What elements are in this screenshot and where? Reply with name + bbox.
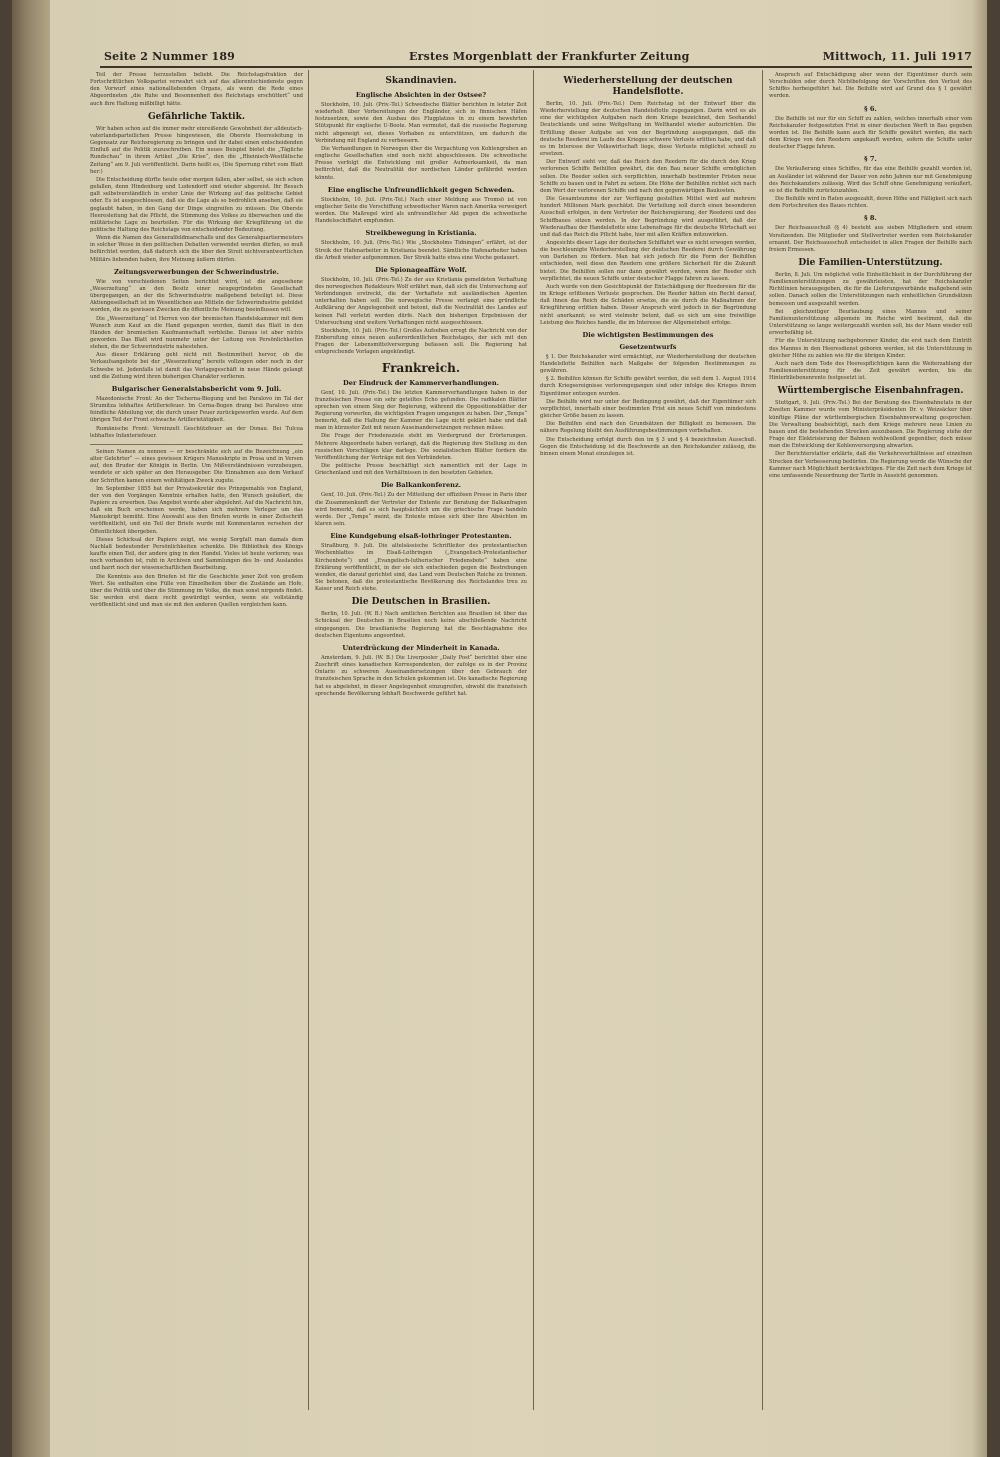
- article-paragraph: Bei gleichzeitiger Beurlaubung eines Mannes und seiner Familienunterstützung allgemein im Reiche wird bestimmt, daß die Unterstützung so lange weitergezahlt werden soll, bis der Mann wieder voll erwerbsfähig ist.: [769, 308, 972, 337]
- article-paragraph: Für die Unterstützung nachgeborener Kinder, die erst nach dem Eintritt des Mannes in den Heeresdienst geboren werden, ist die Unterstützung in gleicher Höhe zu zahlen wie für die übrigen Kinder.: [769, 338, 972, 359]
- article-heading: Frankreich.: [381, 360, 461, 375]
- column-divider: [762, 70, 763, 1410]
- article-paragraph: Wie von verschiedenen Seiten berichtet wird, ist die angesehene „Weserzeitung“ an den Besitz einer neugegründeten Gesellschaft übergegangen, an der die Schwerindustrie maßgebend beteiligt ist. Diese Aktiengesellschaft ist im Wesentlichen aus Mitteln der Schwerindustrie gebildet worden, die zu gewissen Zwecken die öffentliche Meinung beeinflussen will.: [90, 278, 303, 314]
- article-paragraph: Der Entwurf sieht vor, daß das Reich den Reedern für die durch den Krieg verlorenen Schiffe Beihilfen gewährt, die den Bau neuer Schiffe ermöglichen sollen. Die Reeder sollen sich verpflichten, innerhalb bestimmter Fristen neue Schiffe zu bauen und in Fahrt zu setzen. Die Höhe der Beihilfen richtet sich nach dem Wert der verlorenen Schiffe und nach den gegenwärtigen Baukosten.: [540, 159, 756, 194]
- article-subheading: Eine englische Unfreundlichkeit gegen Schweden.: [327, 185, 515, 194]
- article-heading: Die Deutschen in Brasilien.: [351, 597, 491, 608]
- newspaper-page: [12, 0, 987, 1457]
- article-paragraph: Stuttgart, 9. Juli. (Priv.-Tel.) Bei der Beratung des Eisenbahnetats in der Zweiten Kammer wurde vom Ministerpräsidenten Dr. v. Weizsäcker über künftige Pläne der württembergischen Eisenbahnverwaltung gesprochen. Die Verwaltung beabsichtigt, nach dem Kriege mehrere neue Linien zu bauen und die bestehenden Strecken auszubauen. Die Regierung stehe der Frage der Elektrisierung der Bahnen wohlwollend gegenüber, doch müsse man die Entwicklung der Kohlenversorgung abwarten.: [769, 400, 972, 450]
- feuilleton-paragraph: Im September 1855 hat der Privatsekretär des Prinzgemahls von England, der von den Vorgängen Kenntnis erhalten hatte, den Wunsch geäußert, die Papiere zu erwerben. Das Angebot wurde aber abgelehnt. Auf die Nachricht hin, daß ein Buch erscheinen werde, haben sich mehrere Verleger um das Manuskript bemüht. Eine Auswahl aus den Briefen wurde in einer Zeitschrift veröffentlicht, und ein Teil der Briefe wurde mit Kommentaren versehen der Öffentlichkeit übergeben.: [90, 485, 303, 535]
- article-paragraph: Die Beihilfe wird nur unter der Bedingung gewährt, daß der Eigentümer sich verpflichtet, innerhalb einer bestimmten Frist ein neues Schiff von mindestens gleicher Größe bauen zu lassen.: [540, 398, 756, 420]
- article-paragraph: § 1. Der Reichskanzler wird ermächtigt, zur Wiederherstellung der deutschen Handelsflotte Beihilfen nach Maßgabe der folgenden Bestimmungen zu gewähren.: [540, 353, 756, 375]
- column-3: [540, 72, 756, 459]
- article-paragraph: Stockholm, 10. Juli. (Priv.-Tel.) Wie „Stockholms Tidningen“ erfährt, ist der Streik der Hafenarbeiter in Kristiania beendet. Sämtliche Hafenarbeiter haben die Arbeit wieder aufgenommen. Der Streik hatte etwa eine Woche gedauert.: [315, 240, 527, 261]
- article-paragraph: Der Reichsausschuß (§ 4) besteht aus sieben Mitgliedern und einem Vorsitzenden. Die Mitglieder und Stellvertreter werden vom Reichskanzler ernannt. Der Reichsausschuß entscheidet in allen Fragen der Beihilfe nach freiem Ermessen.: [769, 225, 972, 253]
- article-paragraph: Berlin, 10. Juli. (W. B.) Nach amtlichen Berichten aus Brasilien ist über das Schicksal der Deutschen in Brasilien noch keine abschließende Nachricht eingegangen. Die brasilianische Regierung hat die Beschlagnahme des deutschen Eigentums angeordnet.: [315, 611, 527, 639]
- article-subheading: Englische Absichten in der Ostsee?: [355, 91, 487, 99]
- section-number: § 7.: [864, 155, 877, 164]
- article-paragraph: Die Frage der Friedensziele steht im Vordergrund der Erörterungen. Mehrere Abgeordnete haben verlangt, daß die Regierung ihre Stellung zu den russischen Vorschlägen klar darlege. Die sozialistischen Blätter fordern die Veröffentlichung der Verträge mit den Verbündeten.: [315, 433, 527, 461]
- article-paragraph: Amsterdam, 9. Juli. (W. B.) Die Liverpooler „Daily Post“ berichtet über eine Zuschrift eines kanadischen Korrespondenten, der zufolge es in der Provinz Ontario zu schweren Auseinandersetzungen über den Gebrauch der französischen Sprache in den Schulen gekommen ist. Die kanadische Regierung hat es abgelehnt, in dieser Angelegenheit einzugreifen, obwohl die französisch sprechende Bevölkerung lebhaft Beschwerde geführt hat.: [315, 654, 527, 697]
- column-divider: [308, 70, 309, 1410]
- article-heading: Bulgarischer Generalstabsbericht vom 9. Juli.: [111, 384, 282, 393]
- feuilleton-paragraph: Die Kenntnis aus den Briefen ist für die Geschichte jener Zeit von großem Wert. Sie enthalten eine Fülle von Einzelheiten über die Zustände am Hofe, über die Politik und über die Stimmung im Volke, die man sonst nirgends findet. Sie werden erst dann recht gewürdigt werden, wenn sie vollständig veröffentlicht sind und man sie mit den anderen Quellen vergleichen kann.: [90, 573, 303, 609]
- article-heading: Skandinavien.: [385, 76, 457, 86]
- article-paragraph: Die Beihilfe wird in Raten ausgezahlt, deren Höhe und Fälligkeit sich nach dem Fortschreiten des Baues richten.: [769, 196, 972, 210]
- article-paragraph: Berlin, 8. Juli. Um möglichst volle Einheitlichkeit in der Durchführung der Familienunterstützungen zu gewährleisten, hat der Reichskanzler Richtlinien herausgegeben, die für die Lieferungsverbände maßgebend sein sollen. Danach sollen die Unterstützungen nach einheitlichen Grundsätzen bemessen und ausgezahlt werden.: [769, 271, 972, 307]
- article-subheading: Der Eindruck der Kammerverhandlungen.: [343, 378, 499, 387]
- article-paragraph: Straßburg, 9. Juli. Die altelsässische Schriftleiter des protestantischen Wochenblattes im Elsaß-Lothringen („Evangelisch-Protestantischer Kirchenbote“) und „Evangelisch-lutherischer Friedensbote“ haben eine Erklärung veröffentlicht, in der sie sich entschieden gegen die Bestrebungen wenden, die darauf gerichtet sind, das Land vom Deutschen Reiche zu trennen. Sie betonen, daß die protestantische Bevölkerung des Reichslandes treu zu Kaiser und Reich stehe.: [315, 543, 527, 593]
- article-paragraph: § 2. Beihilfen können für Schiffe gewährt werden, die seit dem 1. August 1914 durch Kriegsereignisse verlorengegangen sind oder infolge des Krieges ihrem Eigentümer entzogen wurden.: [540, 376, 756, 397]
- article-subheading: Gesetzentwurfs: [619, 342, 677, 351]
- article-paragraph: Der Berichterstatter erklärte, daß die Verkehrsverhältnisse auf einzelnen Strecken der Verbesserung bedürfen. Die Regierung werde die Wünsche der Kammer nach Möglichkeit berücksichtigen. Für die Zeit nach dem Kriege ist eine umfassende Neuordnung der Tarife in Aussicht genommen.: [769, 451, 972, 479]
- feuilleton-paragraph: Seinen Namen zu nennen — er beschränkte sich auf die Bezeichnung „ein alter Gelehrter“ — eines gewissen Krügers Manuskripte in Prosa und in Versen auf, den Bruder der Königin in Berlin. Um Mißverständnissen vorzubeugen, wendete er sich später an den Herausgeber. Die Einnahmen aus dem Verkauf der Schriften kamen einem wohltätigen Zweck zugute.: [90, 448, 303, 484]
- article-paragraph: Angesichts dieser Lage der deutschen Schiffahrt war es nicht erwogen worden, die beschleunigte Wiederherstellung der deutschen Reederei durch Gewährung von Darlehen zu fördern. Man hat sich jedoch für die Form der Beihilfen entschieden, weil diese den Reedern eine größere Sicherheit für die Zukunft bietet. Die Beihilfen sollen nur dann gewährt werden, wenn der Reeder sich verpflichtet, die neuen Schiffe unter deutscher Flagge fahren zu lassen.: [540, 239, 756, 282]
- header-date: Mittwoch, 11. Juli 1917: [822, 50, 972, 63]
- article-heading: Zeitungsverwerbungen der Schwerindustrie.: [114, 267, 279, 276]
- article-paragraph: Stockholm, 10. Juli. (Priv.-Tel.) Großes Aufsehen erregt die Nachricht von der Einberufung eines neuen außerordentlichen Reichstages, der sich mit den Fragen der Lebensmittelversorgung befassen soll. Die Regierung hat entsprechende Vorlagen angekündigt.: [315, 327, 527, 356]
- article-heading: Württembergische Eisenbahnfragen.: [777, 386, 964, 397]
- article-subheading: Streikbewegung in Kristiania.: [365, 229, 477, 238]
- book-spine: [12, 0, 50, 1457]
- article-paragraph: Wenn die Namen des Generalfeldmarschalls und des Generalquartiermeisters in solcher Weise in den politischen Debatten verwendet werden dürfen, so muß befürchtet werden, daß dadurch sich die über den Streit nichtverantwortlichen Militärs liebenden haben, ihre Meinung äußern dürfen.: [90, 235, 303, 263]
- article-paragraph: Genf, 10. Juli. (Priv.-Tel.) Die letzten Kammerverhandlungen haben in der französischen Presse ein sehr geteiltes Echo gefunden. Die radikalen Blätter sprechen von einem Sieg der Regierung, während die Oppositionsblätter der Regierung vorwerfen, die wichtigsten Fragen umgangen zu haben. Der „Temps“ bemerkt, daß die Haltung der Kammer die Lage nicht geklärt habe und daß man in kürzester Zeit mit neuen Auseinandersetzungen rechnen müsse.: [315, 389, 527, 432]
- page-edge: [971, 0, 987, 1457]
- header-newspaper-title: Erstes Morgenblatt der Frankfurter Zeitung: [409, 50, 690, 63]
- article-paragraph: Auch wurde von dem Gesichtspunkt der Entschädigung der Reedereien für die im Kriege erlittenen Verluste gesprochen. Die Reeder hätten ein Recht darauf, daß ihnen das Reich die Schäden ersetze, die sie durch die Maßnahmen der Kriegführung erlitten haben. Dieser Anspruch wird jedoch in der Begründung nicht anerkannt; es wird vielmehr betont, daß es sich um eine freiwillige Leistung des Reiches handle, die im Interesse der Allgemeinheit erfolge.: [540, 283, 756, 326]
- article-paragraph: Rumänische Front: Vereinzelt Geschützfeuer an der Donau. Bei Tulcea lebhaftes Infanteriefeuer.: [90, 425, 303, 439]
- column-4: [769, 72, 972, 481]
- article-paragraph: Die Entscheidung erfolgt durch den im § 3 und § 4 bezeichneten Ausschuß. Gegen die Entscheidung ist die Beschwerde an den Reichskanzler zulässig, die binnen einem Monat einzulegen ist.: [540, 436, 756, 457]
- article-paragraph: Die politische Presse beschäftigt sich namentlich mit der Lage in Griechenland und mit den Verhältnissen in den besetzten Gebieten.: [315, 463, 527, 477]
- article-paragraph: Die Gesamtsumme der zur Verfügung gestellten Mittel wird auf mehrere hundert Millionen Mark geschätzt. Die Verteilung soll durch einen besonderen Ausschuß erfolgen, in dem Vertreter der Reichsregierung, der Reederei und des Schiffbaues sitzen werden. In der Begründung wird ausgeführt, daß der Wiederaufbau der Handelsflotte eine Lebensfrage für die deutsche Wirtschaft sei und daß das Reich die Pflicht habe, hier mit allen Kräften mitzuwirken.: [540, 196, 756, 238]
- article-heading: Wiederherstellung der deutschen Handelsflotte.: [563, 76, 733, 97]
- column-divider: [533, 70, 534, 1410]
- article-paragraph: Die Verhandlungen in Norwegen über die Verpachtung von Kohlengruben an englische Gesellschaften sind noch nicht abgeschlossen. Die schwedische Presse verfolgt die Entwicklung mit großer Aufmerksamkeit, da man befürchtet, daß die Neutralität der nordischen Länder gefährdet werden könnte.: [315, 145, 527, 181]
- article-paragraph: Mazedonische Front: An der Tscherna-Biegung und bei Paralovo im Tal der Strumitza lebhaftes Artilleriefeuer. Im Cerna-Bogen drang bei Paralovo eine feindliche Abteilung vor, die durch unser Feuer zurückgeworfen wurde. Auf dem übrigen Teil der Front schwache Artillerietätigkeit.: [90, 395, 303, 424]
- article-paragraph: Die „Weserzeitung“ ist Herren von der bremischen Handelskammer mit dem Wunsch zum Kauf an die Hand gegangen worden, damit das Blatt in den Händen der bremischen Kaufmannschaft verbleibe. Daraus ist aber nichts geworden. Das Blatt wird nunmehr unter der Leitung von Persönlichkeiten stehen, die der Schwerindustrie nahestehen.: [90, 315, 303, 351]
- article-heading: Gefährliche Taktik.: [148, 111, 245, 122]
- article-intro: Teil der Presse herzustellen beliebt. Die Reichstagsfraktion der Fortschrittlichen Volkspartei verwahrt sich auf das allerentschiedenste gegen den Vorwurf eines nationalliebenden Organs, als wenn die Rede eines Abgeordneten „die Ruhe und Besonnenheit des Reichstags erschüttert“ und auch ihre Haltung mißbilligt hätte.: [90, 72, 303, 107]
- header-rule: [100, 66, 972, 68]
- article-subheading: Unterdrückung der Minderheit in Kanada.: [342, 643, 500, 652]
- article-subheading: Die wichtigsten Bestimmungen des: [582, 330, 714, 339]
- article-paragraph: Die Beihilfe ist nur für ein Schiff zu zahlen, welches innerhalb einer vom Reichskanzler festgesetzten Frist in einer deutschen Werft in Bau gegeben worden ist. Die Beihilfe kann auch für Schiffe gewährt werden, die nach dem Kriege von den Reedern angekauft werden, sofern die Schiffe unter deutscher Flagge fahren.: [769, 115, 972, 151]
- column-1: [90, 72, 303, 610]
- feuilleton-paragraph: Dieses Schicksal der Papiere zeigt, wie wenig Sorgfalt man damals dem Nachlaß bedeutender Persönlichkeiten schenkte. Die Bibliothek des Königs kaufte einen Teil, der andere ging in den Handel. Vieles ist heute verloren; was noch vorhanden ist, ruht in Archiven und Sammlungen des In- und Auslandes und harrt noch der wissenschaftlichen Bearbeitung.: [90, 536, 303, 572]
- article-paragraph: Aus dieser Erklärung geht nicht mit Bestimmtheit hervor, ob die Verkaufsangebote bei der „Weserzeitung“ bereits vollzogen oder noch in der Schwebe ist. Jedenfalls ist damit das Verlagsgeschäft in neue Hände gelangt und die Zeitung wird ihren bisherigen Charakter verlieren.: [90, 352, 303, 380]
- article-paragraph: Wir haben schon auf die immer mehr einreißende Gewohnheit der alldeutsch-vaterlandsparteilichen Presse hingewiesen, die Oberste Heeresleitung in Gegensatz zur Reichsregierung zu bringen und ihr dabei einen entscheidenden Einfluß auf die Politik zuzuschreiben. Ein neues Beispiel bietet die „Tägliche Rundschau“ in ihrem Artikel „Die Krise“, den die „Rheinisch-Westfälische Zeitung“ am 9. Juli veröffentlicht. Darin heißt es, (Die Sperrung rührt vom Blatt her:): [90, 125, 303, 175]
- article-paragraph: Anspruch auf Entschädigung aber wenn der Eigentümer durch sein Verschulden oder durch Nichtbefolgung der Vorschriften den Verlust des Schiffes herbeigeführt hat. Die Beihilfe wird auf Grund des § 1 gewährt werden.: [769, 72, 972, 100]
- article-subheading: Die Balkankonferenz.: [381, 481, 461, 490]
- header-page-number: Seite 2 Nummer 189: [104, 50, 236, 63]
- section-separator: [90, 444, 303, 445]
- article-paragraph: Auch nach dem Tode des Heerespflichtigen kann die Weiterzahlung der Familienunterstützung für die Zeit gewährt werden, bis die Hinterbliebenenrente festgesetzt ist.: [769, 360, 972, 382]
- article-subheading: Eine Kundgebung elsaß-lothringer Protestanten.: [330, 532, 512, 541]
- article-heading: Die Familien-Unterstützung.: [798, 257, 943, 268]
- page-header: [104, 50, 972, 66]
- article-paragraph: Die Entscheidung dürfte heute oder morgen fallen, aber selbst, sie sich schon gefallen, denn Hindenburg und Ludendorff sind wieder abgereist. Ihr Besuch galt selbstverständlich in erster Linie der Wirkung auf das politische Gebiet oder. Es ist ausgeschlossen, daß sie die Lage als so bedrohlich ansehen, daß sie geglaubt haben, in den Gang der Dinge eingreifen zu müssen. Die Oberste Heeresleitung hat die Pflicht, die Stimmung des Volkes zu überwachen und die militärische Lage zu beurteilen. Für die Wirkung der Kriegführung ist die politische Haltung des Reichstags von entscheidender Bedeutung.: [90, 176, 303, 233]
- section-number: § 8.: [864, 214, 877, 223]
- article-paragraph: Die Beihilfen sind nach den Grundsätzen der Billigkeit zu bemessen. Die nähere Regelung bleibt den Ausführungsbestimmungen vorbehalten.: [540, 421, 756, 435]
- article-subheading: Die Spionageaffäre Wolf.: [375, 265, 467, 274]
- article-paragraph: Stockholm, 10. Juli. (Priv.-Tel.) Zu der aus Kristiania gemeldeten Verhaftung des norwegischen Redakteurs Wolf erfährt man, daß sich die Untersuchung auf Verbindungen erstreckt, die der Verhaftete mit ausländischen Agenten unterhalten haben soll. Die norwegische Presse verlangt eine gründliche Aufklärung der Angelegenheit und betont, daß die Neutralität des Landes auf keinen Fall verletzt werden dürfe. Nach den bisherigen Ergebnissen der Untersuchung sind weitere Verhaftungen nicht ausgeschlossen.: [315, 276, 527, 326]
- section-number: § 6.: [864, 104, 877, 113]
- article-paragraph: Stockholm, 10. Juli. (Priv.-Tel.) Nach einer Meldung aus Tromsö ist von englischer Seite die Verschiffung schwedischer Waren nach Amerika verweigert worden. Die Maßregel wird als unfreundlicher Akt gegen die schwedische Handelsschiffahrt empfunden.: [315, 196, 527, 225]
- article-paragraph: Berlin, 10. Juli. (Priv.-Tel.) Dem Reichstag ist der Entwurf über die Wiederherstellung der deutschen Handelsflotte zugegangen. Darin wird es als eine der wichtigsten Aufgaben nach dem Kriege bezeichnet, den Seehandel Deutschlands und seine Weltgeltung im Welthandel wieder aufzurichten. Die Erfüllung dieser Aufgabe sei von der Begründung ausgegangen, daß die deutsche Reederei im Laufe des Krieges schwere Verluste erlitten habe, und daß es im Interesse der Volkswirtschaft liege, diese Verluste möglichst schnell zu ersetzen.: [540, 101, 756, 158]
- article-paragraph: Genf, 10. Juli. (Priv.-Tel.) Zu der Mitteilung der offiziösen Presse in Paris über die Zusammenkunft der Vertreter der Entente zur Beratung der Balkanfragen wird bemerkt, daß es sich hauptsächlich um die griechische Frage handeln werde. Der „Temps“ meint, die Entente müsse sich über ihre Absichten im klaren sein.: [315, 492, 527, 528]
- article-paragraph: Die Veräußerung eines Schiffes, für das eine Beihilfe gezahlt worden ist, an Ausländer ist während der Dauer von zehn Jahren nur mit Genehmigung des Reichskanzlers zulässig. Wird das Schiff ohne Genehmigung veräußert, so ist die Beihilfe zurückzuzahlen.: [769, 166, 972, 194]
- article-paragraph: Stockholm, 10. Juli. (Priv.-Tel.) Schwedische Blätter berichten in letzter Zeit wiederholt über Vorbereitungen der Engländer, sich in finnischen Häfen festzusetzen, sowie den Ausbau des Flugplatzes in zu einem bewehrten Stützpunkt für englische U-Boote. Man vermutet, daß die russische Regierung nicht abgeneigt sei, dieses Vorhaben zu unterstützen, um dadurch die Verbindung mit England zu verbessern.: [315, 102, 527, 144]
- column-2: [315, 72, 527, 699]
